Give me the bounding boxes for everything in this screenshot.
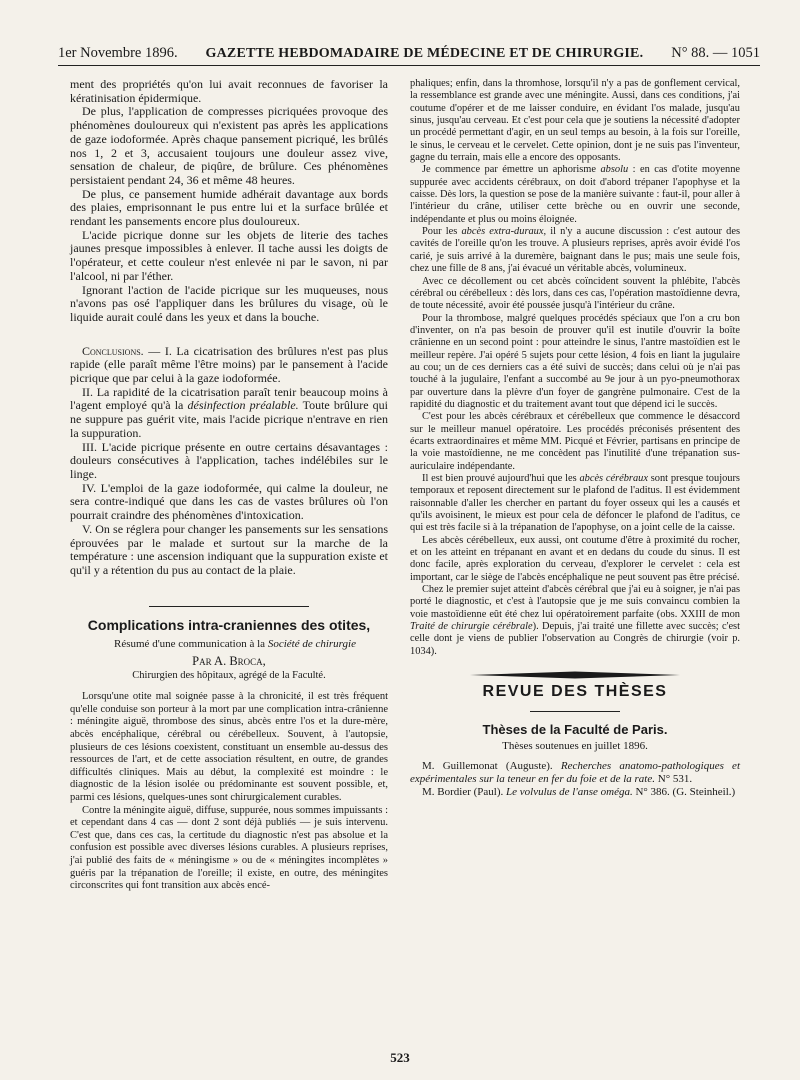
issue-number: N° 88. — 1051 bbox=[671, 45, 760, 61]
article-title: Complications intra-craniennes des otites, bbox=[87, 616, 371, 633]
paragraph: De plus, l'application de compresses picriquées provoque des phénomènes douloureux qui n'existent pas après les applications de gaze iodoformée. Après chaque pansement picriqué, les brûlés nos 1, 2 et 3, accusaient toujours une douleur assez vive, sensation de chaleur, de piqûre, de brûlure. Ces phénomènes persistaient pendant 24, 36 et même 48 heures. bbox=[70, 104, 388, 187]
journal-title: GAZETTE HEBDOMADAIRE DE MÉDECINE ET DE CHIRURGIE. bbox=[205, 46, 644, 61]
conclusion-2: II. La rapidité de la cicatrisation paraît tenir beaucoup moins à l'agent employé qu'à la désinfection préalable. Toute brûlure qui ne suppure pas guérit vite, mais l'acide picrique n'entrave en rien la suppuration. bbox=[70, 384, 389, 440]
paragraph: Pour les abcès extra-duraux, il n'y a aucune discussion : c'est autour des cavités de l'oreille qu'on les trouve. A plusieurs reprises, après avoir évidé l'os carié, je suis arrivé à la duremère, baignant dans le pus; mais une seule fois, chez une fille de 8 ans, j'ai évacué un véritable abcès, volumineux. bbox=[410, 226, 740, 275]
paragraph: Avec ce décollement ou cet abcès coïncident souvent la phlébite, l'abcès cérébral ou cérébelleux : dès lors, dans ces cas, l'opération mastoïdienne devra, de toute nécessité, avoir été poussée jusqu'à l'intérieur du crâne. bbox=[410, 275, 740, 312]
paragraph: C'est pour les abcès cérébraux et cérébelleux que commence le désaccord sur le meilleur manuel opératoire. Les procédés préconisés présentent des écarts extraordinaires et même MM. Picqué et Février, partisans en principe de la voie mastoïdienne, ne me concèdent pas l'inutilité d'une trépanation sus-auriculaire indépendante. bbox=[410, 411, 740, 472]
paragraph: ment des propriétés qu'on lui avait reconnues de favoriser la kératinisation épidermique. bbox=[70, 77, 388, 105]
section-title: REVUE DES THÈSES bbox=[482, 683, 668, 701]
header-rule bbox=[58, 65, 760, 66]
left-column bbox=[70, 78, 388, 893]
article-body bbox=[70, 691, 388, 893]
article-author: Par A. Broca, bbox=[192, 654, 266, 669]
picric-acid-continuation bbox=[70, 78, 388, 578]
author-affiliation: Chirurgien des hôpitaux, agrégé de la Faculté. bbox=[132, 670, 326, 682]
paragraph: Je commence par émettre un aphorisme absolu : en cas d'otite moyenne suppurée avec accidents cérébraux, on doit d'abord trépaner l'apophyse et la caisse. Dès lors, la question se pose de la manière suivante : faut-il, pour aller à l'intérieur du crâne, utiliser cette brèche ou en ouvrir une seconde, indépendante et plus ou moins éloignée. bbox=[410, 164, 740, 225]
conclusions-label: Conclusions. bbox=[82, 343, 144, 358]
page-number: 523 bbox=[390, 1050, 410, 1065]
paragraph: Contre la méningite aiguë, diffuse, suppurée, nous sommes impuissants : et cependant dans 4 cas — dont 2 sont déjà publiés — je suis intervenu. C'est que, dans ces cas, la certitude du diagnostic n'est pas absolue et la confusion est possible avec diverses lésions curables. A plusieurs reprises, j'ai publié des faits de « méningisme » ou de « méningites incomplètes » guéris par la trépanation de l'oreille; il existe, en outre, des méningites circonscrites qui font transition aux abcès encé- bbox=[70, 804, 389, 892]
article-subtitle: Résumé d'une communication à la Société de chirurgie bbox=[114, 637, 356, 650]
theses-subtitle: Thèses soutenues en juillet 1896. bbox=[502, 739, 648, 752]
paragraph: De plus, ce pansement humide adhérait davantage aux bords des plaies, emprisonnant le pus entre lui et la surface brûlée et rendant les pansements encore plus douloureux. bbox=[70, 186, 388, 229]
conclusion-1: Conclusions. — I. La cicatrisation des brûlures n'est pas plus rapide (elle paraît même l'être moins) par le pansement à l'acide picrique que par celui à la gaze iodoformée. bbox=[70, 343, 388, 386]
ornament-rule-icon bbox=[470, 670, 680, 680]
section-rule bbox=[530, 711, 620, 712]
thesis-entry: M. Guillemonat (Auguste). Recherches anatomo-pathologiques et expérimentales sur la teneur en fer du foie et de la rate. N° 531. bbox=[410, 760, 740, 786]
paragraph: Ignorant l'action de l'acide picrique sur les muqueuses, nous n'avons pas osé l'appliquer dans les brûlures du visage, où le liquide aurait coulé dans les yeux et dans la bouche. bbox=[70, 282, 388, 324]
paragraph: Lorsqu'une otite mal soignée passe à la chronicité, il est très fréquent qu'elle conduise son porteur à la mort par une complication intra-crânienne : méningite aiguë, thrombose des sinus, abcès entre l'os et la dure-mère, abcès encéphalique, cérébral ou cérébelleux. Souvent, à l'autopsie, plusieurs de ces lésions coexistent, constituant un ensemble au-dessus des ressources de l'art, et de cette association résultent, en outre, de grandes difficultés cliniques. Mais au début, la complexité est moindre : le diagnostic de la lésion isolée ou prédominante est souvent possible, et, parmi ces lésions, quelques-unes sont chirurgicalement curables. bbox=[70, 691, 388, 803]
separator-line bbox=[149, 606, 309, 607]
conclusion-3: III. L'acide picrique présente en outre certains désavantages : douleurs consécutives à l'application, taches indélébiles sur le linge. bbox=[70, 439, 388, 481]
thesis-entry: M. Bordier (Paul). Le volvulus de l'anse oméga. N° 386. (G. Steinheil.) bbox=[422, 786, 736, 799]
page-header bbox=[58, 38, 760, 62]
conclusion-5: V. On se réglera pour changer les pansements sur les sensations éprouvées par le malade et surtout sur la marche de la température : une ascension indiquant que la suppuration existe et qu'il y a rétention du pus au contact de la plaie. bbox=[70, 521, 388, 577]
theses-title: Thèses de la Faculté de Paris. bbox=[482, 721, 668, 737]
header-date: 1er Novembre 1896. bbox=[58, 45, 178, 61]
paragraph: Les abcès cérébelleux, eux aussi, ont coutume d'être à proximité du rocher, et on les atteint en trépanant en avant et en dedans du coude du sinus. Il est donc facile, après exploration du cerveau, d'explorer le cervelet : cela est important, car le siège de l'abcès encéphalique ne peut souvent pas être précisé. bbox=[410, 534, 740, 583]
conclusion-4: IV. L'emploi de la gaze iodoformée, qui calme la douleur, ne sera contre-indiqué que dans les cas de vastes brûlures où l'on pourrait craindre des phénomènes d'intoxication. bbox=[70, 480, 388, 523]
paragraph: Il est bien prouvé aujourd'hui que les abcès cérébraux sont presque toujours temporaux et reposent directement sur le plafond de l'aditus. Il est évidemment raisonnable d'aller les chercher en partant du foyer osseux qui les a causés et qu'ils avoisinent, le mieux est pour cela de défoncer le plafond de l'aditus, ce qui est très facile si à la trépanation de l'apophyse, on a joint celle de la caisse. bbox=[410, 473, 740, 534]
paragraph: L'acide picrique donne sur les objets de literie des taches jaunes presque impossibles à enlever. Il tache aussi les doigts de l'opérateur, et cette couleur n'est enlevée ni par le savon, ni par l'alcool, ni par l'éther. bbox=[70, 227, 388, 283]
paragraph: phaliques; enfin, dans la thromhose, lorsqu'il n'y a pas de gonflement cervical, la ressemblance est grande avec une méningite. Aussi, dans ces conditions, j'ai coutume d'opérer et de me laisser conduire, en évidant l'os malade, jusqu'au sinus, jusqu'au cerveau. Et c'est pour cela que je soutiens la nécessité d'adopter un procédé permettant d'agir, en un seul temps au besoin, à la fois sur l'oreille, le sinus, le cerveau et le cervelet. Cette opinion, dont je ne suis pas l'inventeur, gagne du terrain, mais elle a encore des opposants. bbox=[410, 78, 740, 164]
right-column bbox=[410, 78, 740, 799]
ornament-divider bbox=[410, 670, 740, 680]
paragraph: Pour la thrombose, malgré quelques procédés spéciaux que l'on a cru bon d'inventer, on n'a pas besoin de prouver qu'il est inutile d'ouvrir la boîte crânienne en un second point : pour atteindre le sinus, l'antre mastoïdien est le meilleur repère. J'ai opéré 5 sujets pour cette lésion, 4 fois en liant la jugulaire au cou; un de ces derniers cas a été suivi de succès; dans celui où je n'ai pas touché à la jugulaire, l'enfant a succombé au 9e jour à un pyo-pneumothorax par ouverture dans la plèvre d'un foyer de gangrène pulmonaire. C'est de la rapidité du diagnostic et du traitement avant tout que dépend ici le succès. bbox=[410, 312, 740, 410]
paragraph: Chez le premier sujet atteint d'abcès cérébral que j'ai eu à soigner, je n'ai pas porté le diagnostic, et c'est à l'autopsie que je me suis convaincu combien la voie mastoïdienne eût été chez lui opératoirement parfaite (obs. XXIII de mon Traité de chirurgie cérébrale). Depuis, j'ai traité une fillette avec succès; c'est celle dont je viens de publier l'observation au Congrès de chirurgie (voir p. 1034). bbox=[410, 584, 740, 657]
